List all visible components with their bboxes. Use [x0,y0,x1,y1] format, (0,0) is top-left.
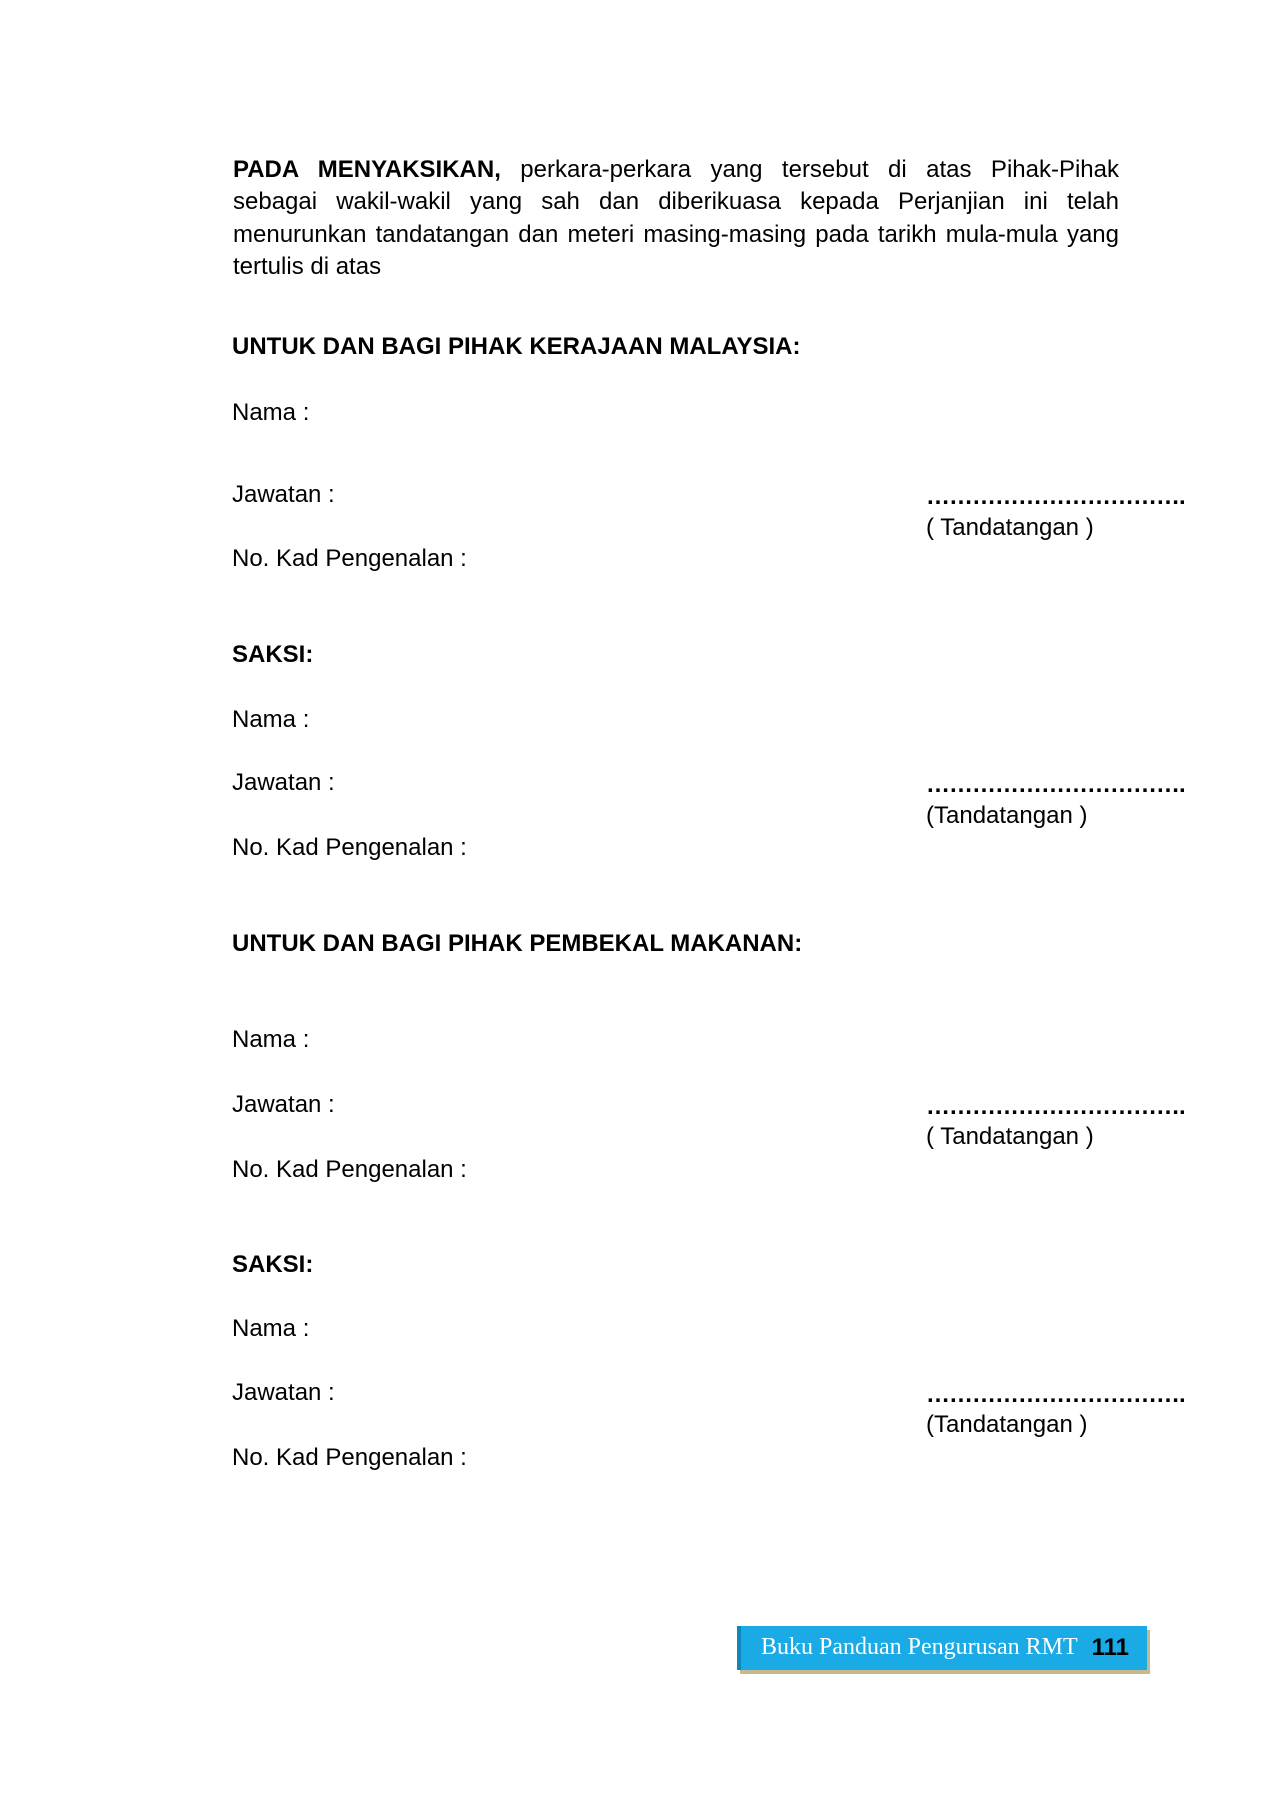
section-heading: UNTUK DAN BAGI PIHAK KERAJAAN MALAYSIA: [232,333,801,360]
signature-label: (Tandatangan ) [926,1411,1088,1438]
signature-line: ……………………………. [926,771,1185,798]
nama-label: Nama : [232,1026,310,1053]
signature-line: ……………………………. [926,1093,1185,1120]
page-number: 111 [1091,1634,1129,1661]
intro-paragraph [233,154,1119,283]
nama-label: Nama : [232,399,310,426]
jawatan-label: Jawatan : [232,769,335,796]
kad-label: No. Kad Pengenalan : [232,1444,467,1471]
signature-line: ……………………………. [926,1381,1185,1408]
signature-label: ( Tandatangan ) [926,514,1094,541]
jawatan-label: Jawatan : [232,481,335,508]
jawatan-label: Jawatan : [232,1091,335,1118]
section-heading: UNTUK DAN BAGI PIHAK PEMBEKAL MAKANAN: [232,930,803,957]
signature-line: ……………………………. [926,483,1185,510]
footer-title: Buku Panduan Pengurusan RMT [761,1634,1078,1660]
signature-label: (Tandatangan ) [926,802,1088,829]
section-heading: SAKSI: [232,1251,314,1278]
section-heading: SAKSI: [232,641,314,668]
nama-label: Nama : [232,1315,310,1342]
kad-label: No. Kad Pengenalan : [232,545,467,572]
nama-label: Nama : [232,706,310,733]
intro-text: perkara-perkara yang tersebut di atas Pihak-Pihak sebagai wakil-wakil yang sah dan diberikuasa kepada Perjanjian ini telah menurunkan tandatangan dan meteri masing-masing pada tarikh mula-mula yang tertulis di atas [233,156,1119,280]
jawatan-label: Jawatan : [232,1379,335,1406]
signature-label: ( Tandatangan ) [926,1123,1094,1150]
intro-bold: PADA MENYAKSIKAN, [233,156,501,183]
kad-label: No. Kad Pengenalan : [232,1156,467,1183]
footer-banner [737,1626,1147,1670]
kad-label: No. Kad Pengenalan : [232,834,467,861]
